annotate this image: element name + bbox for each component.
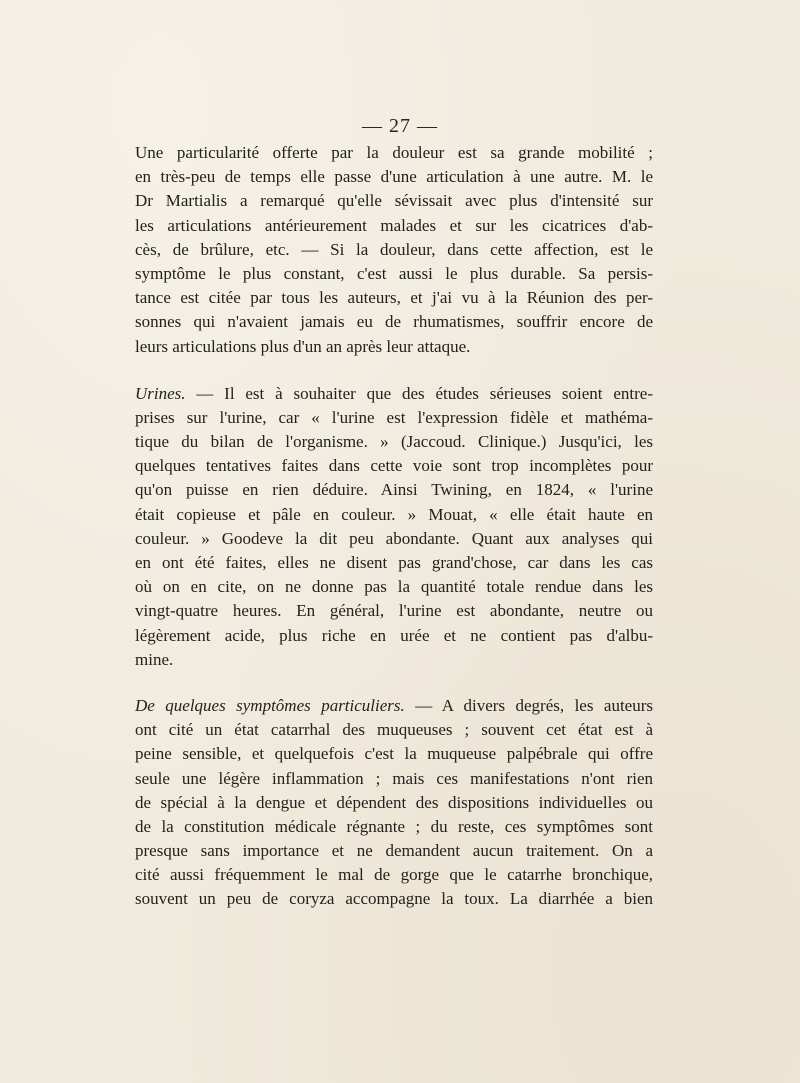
text-line: tance est citée par tous les auteurs, et j'ai vu à la Réunion des per- [135, 288, 653, 308]
text-line: couleur. » Goodeve la dit peu abondante. Quant aux analyses qui [135, 528, 653, 548]
text-line: légèrement acide, plus riche en urée et ne contient pas d'albu- [135, 625, 653, 645]
text-line: quelques tentatives faites dans cette voie sont trop incomplètes pour [135, 456, 653, 476]
text-line: seule une légère inflammation ; mais ces manifestations n'ont rien [135, 768, 653, 788]
text-line: ont cité un état catarrhal des muqueuses ; souvent cet état est à [135, 720, 653, 740]
text-line: leurs articulations plus d'un an après leur attaque. [135, 336, 471, 356]
text-line: Dr Martialis a remarqué qu'elle sévissait avec plus d'intensité sur [135, 191, 653, 211]
text-line [135, 694, 653, 718]
text-line: tique du bilan de l'organisme. » (Jaccoud. Clinique.) Jusqu'ici, les [135, 432, 653, 452]
paragraph-urines [135, 382, 653, 672]
text-line: sonnes qui n'avaient jamais eu de rhumatismes, souffrir encore de [135, 312, 653, 332]
text-line: cité aussi fréquemment le mal de gorge que le catarrhe bronchique, [135, 865, 653, 885]
text-line: vingt-quatre heures. En général, l'urine est abondante, neutre ou [135, 601, 653, 621]
section-heading-urines: Urines. [135, 383, 186, 403]
text-line: mine. [135, 649, 174, 669]
text-line: peine sensible, et quelquefois c'est la muqueuse palpébrale qui offre [135, 744, 653, 764]
text-line [135, 382, 653, 406]
text-line: symptôme le plus constant, c'est aussi le plus durable. Sa persis- [135, 263, 653, 283]
page-number: — 27 — [362, 115, 438, 137]
text-line: de la constitution médicale régnante ; du reste, ces symptômes sont [135, 816, 653, 836]
text-line: prises sur l'urine, car « l'urine est l'expression fidèle et mathéma- [135, 407, 653, 427]
text-line: où on en cite, on ne donne pas la quantité totale rendue dans les [135, 577, 653, 597]
text-line: qu'on puisse en rien déduire. Ainsi Twining, en 1824, « l'urine [135, 480, 653, 500]
text-line: était copieuse et pâle en couleur. » Mouat, « elle était haute en [135, 504, 653, 524]
text-line-rest: — A divers degrés, les auteurs [404, 695, 653, 715]
body-text [135, 130, 653, 912]
text-line: cès, de brûlure, etc. — Si la douleur, dans cette affection, est le [135, 239, 653, 259]
text-line: de spécial à la dengue et dépendent des dispositions individuelles ou [135, 792, 653, 812]
text-line: Une particularité offerte par la douleur est sa grande mobilité ; [135, 143, 653, 162]
text-line-rest: — Il est à souhaiter que des études sérieuses soient entre- [185, 383, 653, 403]
section-heading-symptoms: De quelques symptômes particuliers. [135, 695, 405, 715]
text-line: souvent un peu de coryza accompagne la toux. La diarrhée a bien [135, 889, 653, 909]
text-line: presque sans importance et ne demandent aucun traitement. On a [135, 841, 653, 861]
text-line: les articulations antérieurement malades et sur les cicatrices d'ab- [135, 215, 653, 235]
paragraph-particular-symptoms [135, 694, 653, 912]
text-line: en très-peu de temps elle passe d'une articulation à une autre. M. le [135, 167, 653, 187]
text-line: en ont été faites, elles ne disent pas grand'chose, car dans les cas [135, 553, 653, 572]
paragraph-pain-mobility [135, 141, 653, 359]
